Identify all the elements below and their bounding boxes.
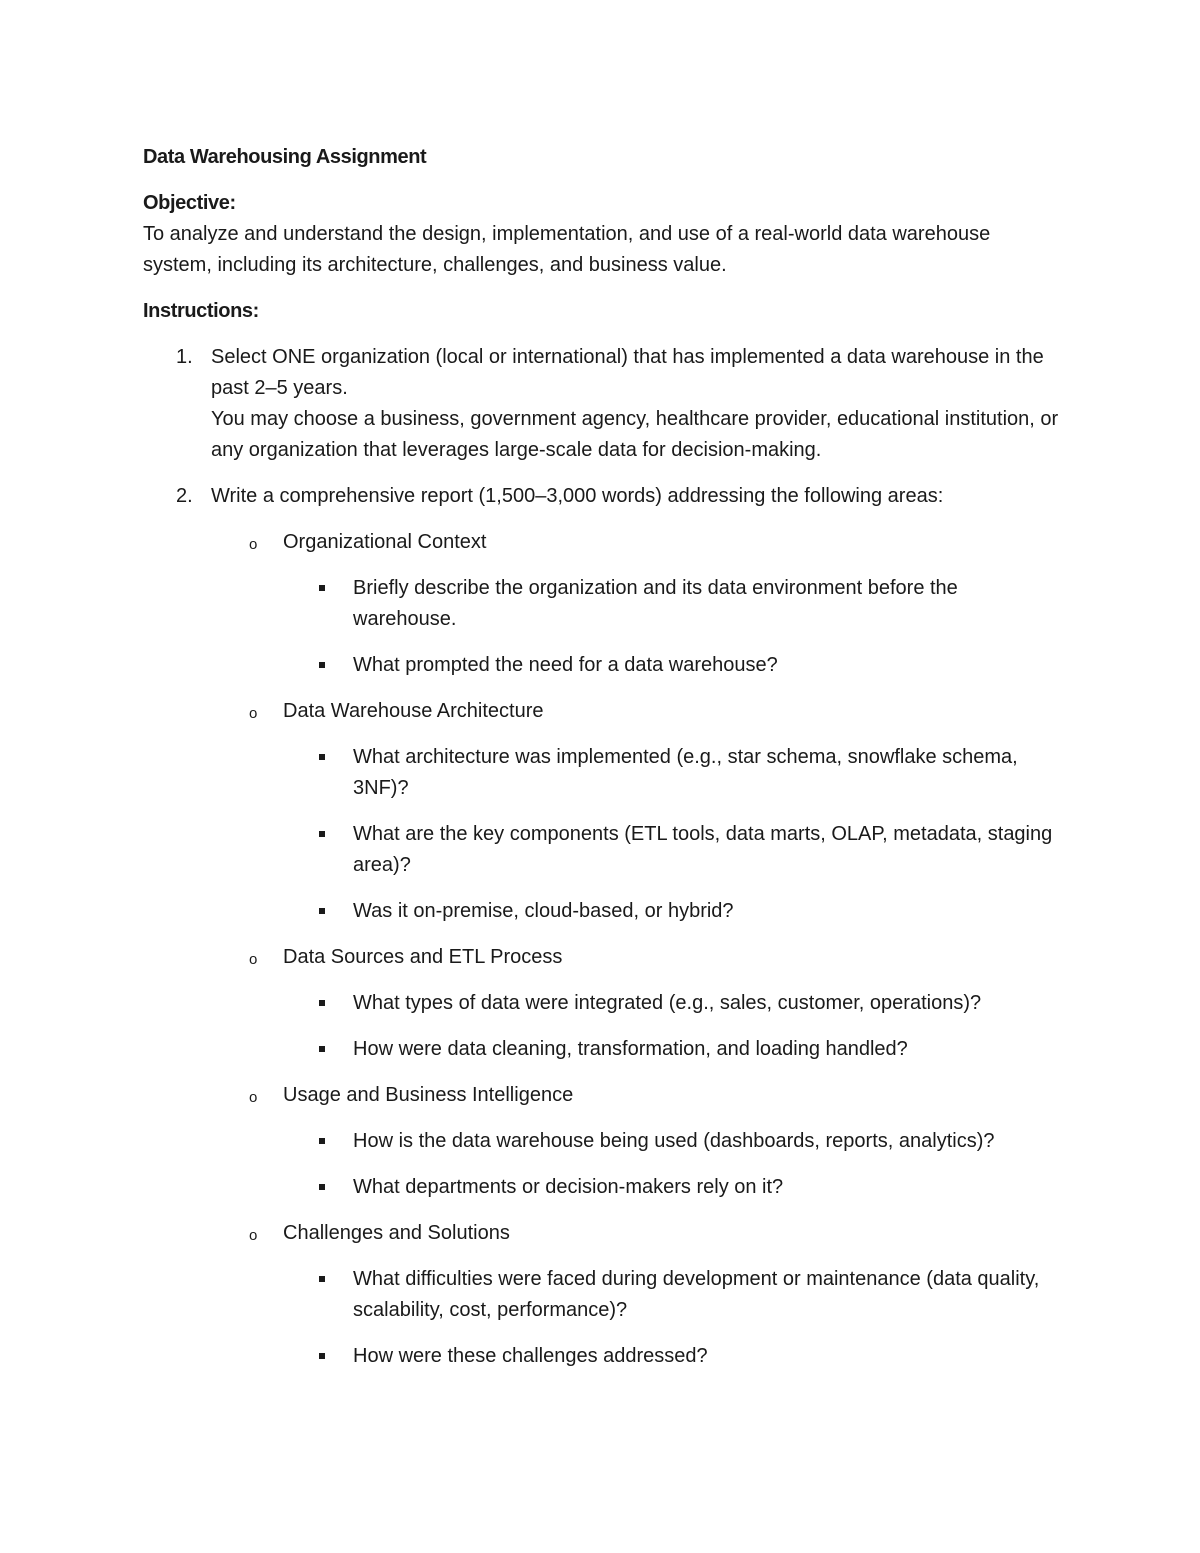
square-bullet-icon [319,754,325,760]
list-item [283,1034,1063,1065]
instruction-text: Select ONE organization (local or international) that has implemented a data warehouse in the past 2–5 years. [211,346,1044,399]
objective-heading: Objective: [143,192,236,214]
area-title: Usage and Business Intelligence [283,1084,574,1106]
instruction-item-1 [143,342,1063,466]
point-text: What prompted the need for a data warehouse? [353,654,778,676]
square-bullet-icon [319,662,325,668]
square-bullet-icon [319,908,325,914]
list-item [283,1172,1063,1203]
instruction-number: 2. [176,485,193,507]
instructions-list [143,342,1063,1372]
list-item [283,988,1063,1019]
point-text: How were data cleaning, transformation, and loading handled? [353,1038,908,1060]
point-text: How were these challenges addressed? [353,1345,708,1367]
area-title: Organizational Context [283,531,487,553]
list-item [283,742,1063,804]
square-bullet-icon [319,1276,325,1282]
circle-bullet-icon: o [249,951,258,968]
area-points [283,742,1063,927]
report-areas-list [211,527,1063,1372]
instruction-text: Write a comprehensive report (1,500–3,000 words) addressing the following areas: [211,485,944,507]
area-title: Data Warehouse Architecture [283,700,544,722]
list-item [283,1126,1063,1157]
list-item [283,819,1063,881]
square-bullet-icon [319,1353,325,1359]
area-points [283,988,1063,1065]
area-points [283,1264,1063,1372]
area-item [211,1218,1063,1372]
instruction-text: You may choose a business, government agency, healthcare provider, educational institution, or any organization that leverages large-scale data for decision-making. [211,408,1059,461]
area-item [211,942,1063,1065]
square-bullet-icon [319,585,325,591]
objective-text: To analyze and understand the design, implementation, and use of a real-world data warehouse system, including its architecture, challenges, and business value. [143,223,991,276]
circle-bullet-icon: o [249,1089,258,1106]
instruction-number: 1. [176,346,193,368]
point-text: What are the key components (ETL tools, data marts, OLAP, metadata, staging area)? [353,823,1053,876]
square-bullet-icon [319,1046,325,1052]
list-item [283,650,1063,681]
document-page [143,142,1063,1387]
point-text: What difficulties were faced during development or maintenance (data quality, scalability, cost, performance)? [353,1268,1040,1321]
circle-bullet-icon: o [249,705,258,722]
point-text: What types of data were integrated (e.g., sales, customer, operations)? [353,992,982,1014]
point-text: What architecture was implemented (e.g., star schema, snowflake schema, 3NF)? [353,746,1018,799]
circle-bullet-icon: o [249,536,258,553]
area-title: Data Sources and ETL Process [283,946,563,968]
instructions-heading: Instructions: [143,300,259,322]
instruction-item-2 [143,481,1063,1372]
area-item [211,527,1063,681]
list-item [283,1264,1063,1326]
square-bullet-icon [319,831,325,837]
list-item [283,573,1063,635]
square-bullet-icon [319,1000,325,1006]
circle-bullet-icon: o [249,1227,258,1244]
area-item [211,1080,1063,1203]
list-item [283,896,1063,927]
point-text: How is the data warehouse being used (dashboards, reports, analytics)? [353,1130,995,1152]
area-title: Challenges and Solutions [283,1222,510,1244]
area-item [211,696,1063,927]
list-item [283,1341,1063,1372]
square-bullet-icon [319,1184,325,1190]
area-points [283,1126,1063,1203]
point-text: Was it on-premise, cloud-based, or hybrid? [353,900,734,922]
point-text: Briefly describe the organization and its data environment before the warehouse. [353,577,958,630]
square-bullet-icon [319,1138,325,1144]
point-text: What departments or decision-makers rely on it? [353,1176,784,1198]
page-title: Data Warehousing Assignment [143,146,427,168]
area-points [283,573,1063,681]
